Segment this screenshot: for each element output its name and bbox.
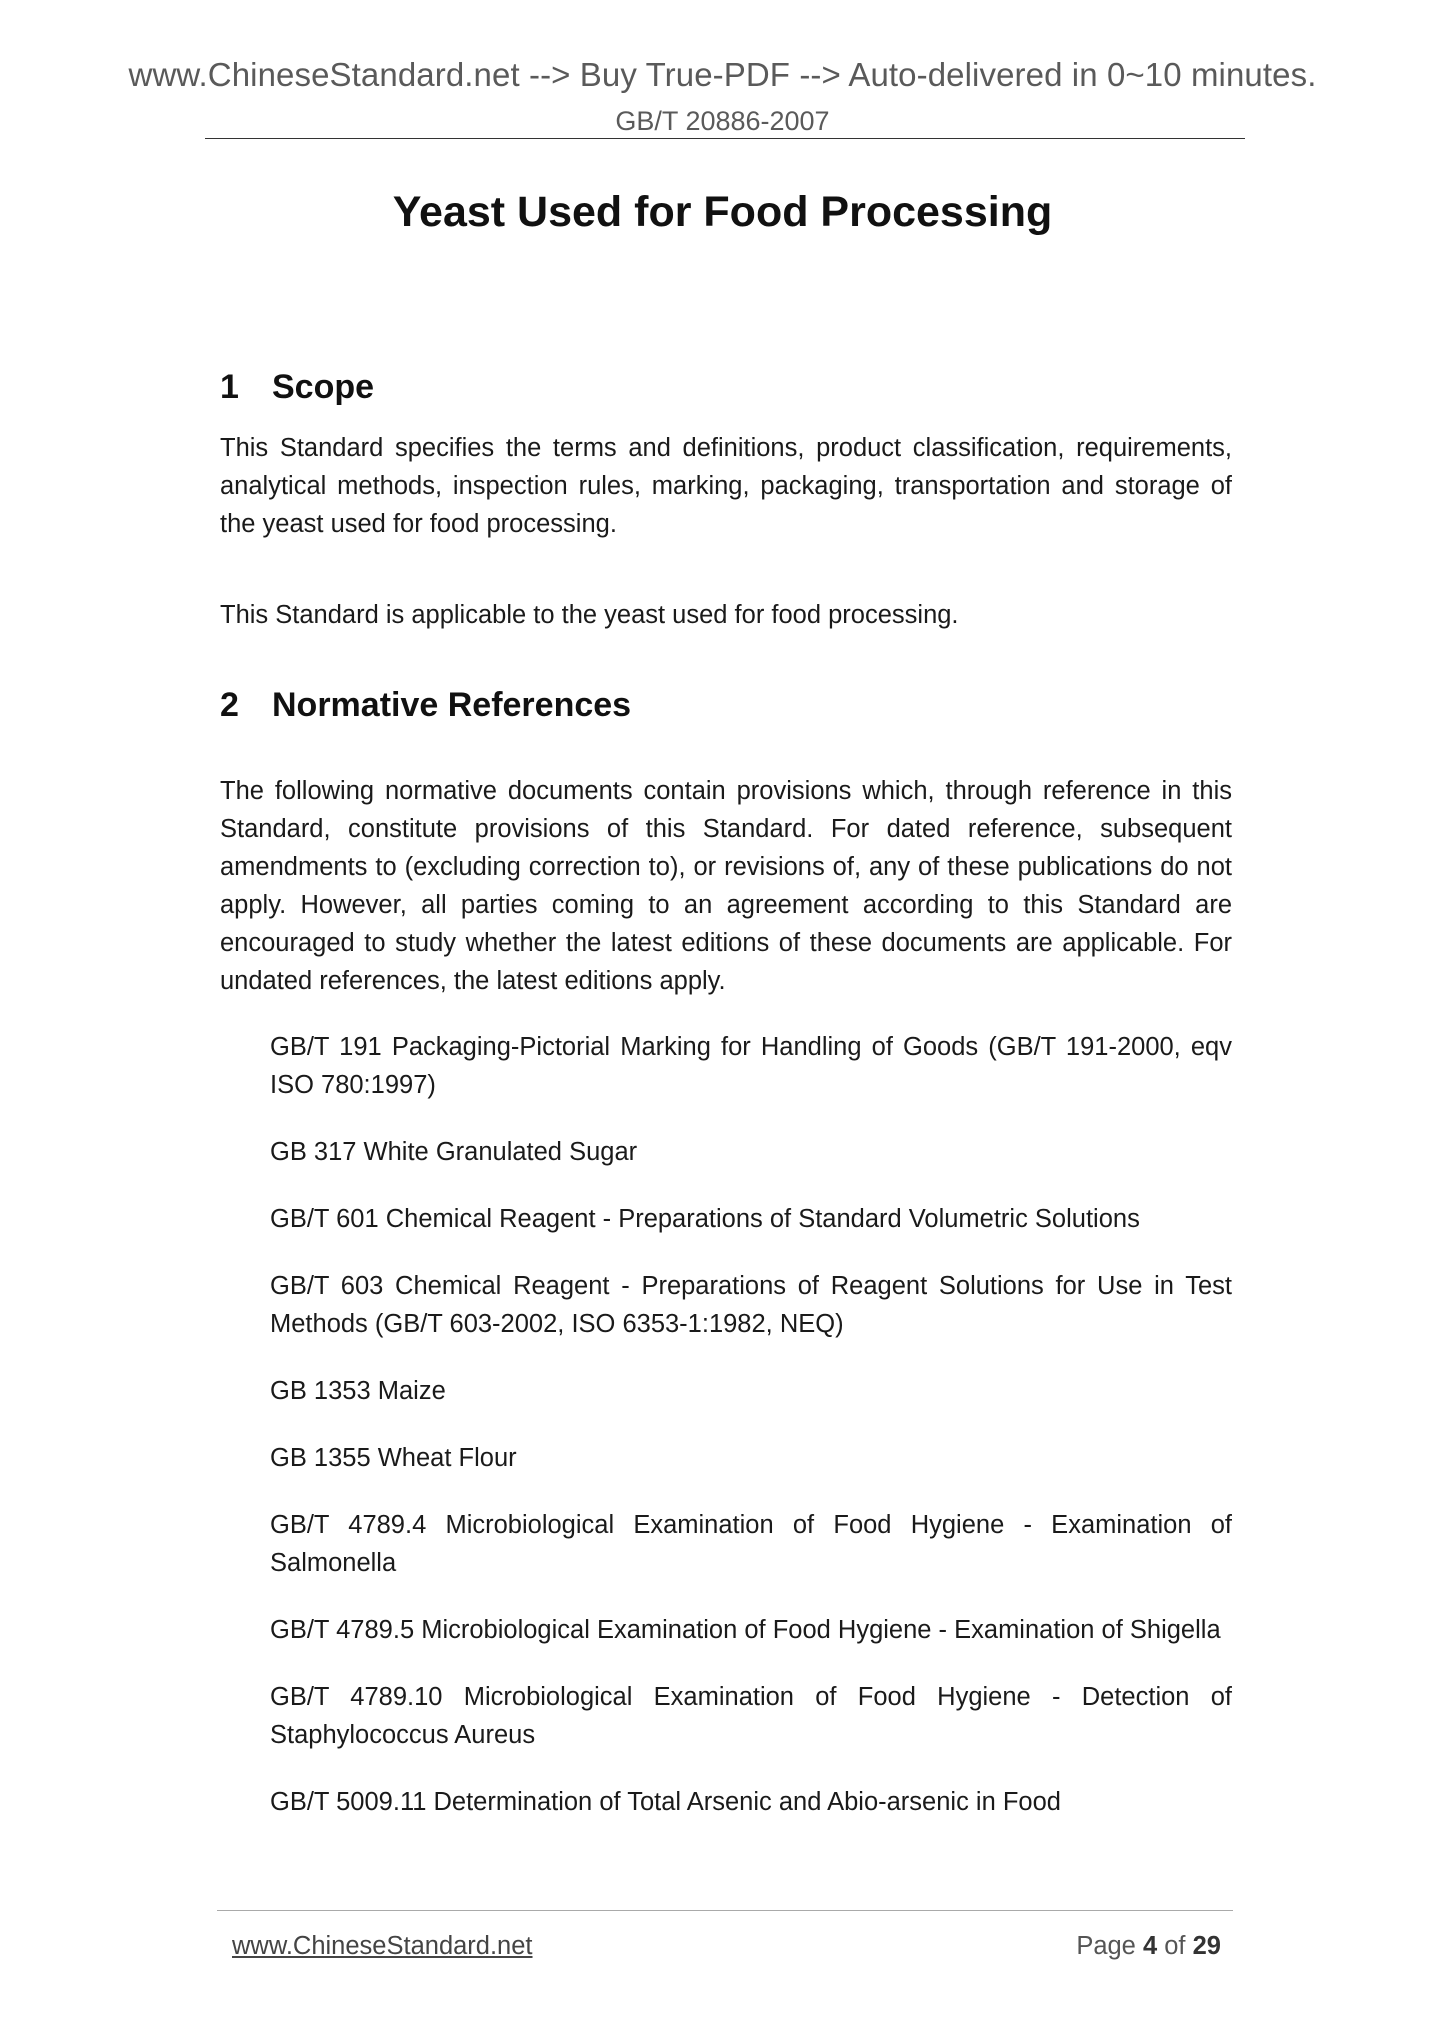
- page-total: 29: [1192, 1932, 1221, 1960]
- header-divider: [205, 138, 1245, 139]
- reference-item: GB/T 5009.11 Determination of Total Arsenic and Abio-arsenic in Food: [270, 1788, 1061, 1816]
- reference-item: GB/T 603 Chemical Reagent - Preparations of Reagent Solutions for Use in Test Methods (GB/T 603-2002, ISO 6353-1:1982, NEQ): [270, 1272, 1232, 1338]
- reference-item: GB/T 4789.10 Microbiological Examination of Food Hygiene - Detection of Staphylococcus Aureus: [270, 1683, 1232, 1749]
- page-current: 4: [1142, 1932, 1158, 1960]
- paragraph: This Standard specifies the terms and definitions, product classification, requirements, analytical methods, inspection rules, marking, packaging, transportation and storage of the yeast used for food processing.: [220, 434, 1232, 538]
- section-number: 1: [220, 368, 239, 406]
- page-of-label: of: [1164, 1932, 1186, 1960]
- page-label: Page: [1076, 1932, 1136, 1960]
- document-title: Yeast Used for Food Processing: [392, 188, 1053, 236]
- paragraph: The following normative documents contain provisions which, through reference in this Standard, constitute provisions of this Standard. For dated reference, subsequent amendments to (excluding correction to), or revisions of, any of these publications do not apply. However, all parties coming to an agreement according to this Standard are encouraged to study whether the latest editions of these documents are applicable. For undated references, the latest editions apply.: [220, 777, 1232, 995]
- reference-item: GB 1355 Wheat Flour: [270, 1444, 517, 1472]
- section-title: Scope: [272, 368, 375, 406]
- standard-code: GB/T 20886-2007: [615, 106, 830, 136]
- reference-list: [270, 1028, 1232, 1850]
- section-heading-normative-references: [220, 686, 631, 725]
- section-number: 2: [220, 686, 239, 724]
- section-heading-scope: [220, 368, 374, 407]
- reference-item: GB/T 191 Packaging-Pictorial Marking for Handling of Goods (GB/T 191-2000, eqv ISO 780:1997): [270, 1033, 1232, 1099]
- reference-item: GB/T 4789.4 Microbiological Examination of Food Hygiene - Examination of Salmonella: [270, 1511, 1232, 1577]
- paragraph: This Standard is applicable to the yeast used for food processing.: [220, 601, 959, 629]
- reference-item: GB/T 601 Chemical Reagent - Preparations of Standard Volumetric Solutions: [270, 1205, 1140, 1233]
- header-banner: www.ChineseStandard.net --> Buy True-PDF --> Auto-delivered in 0~10 minutes.: [128, 56, 1317, 93]
- reference-item: GB 1353 Maize: [270, 1377, 446, 1405]
- section-title: Normative References: [272, 686, 632, 724]
- footer-website-link[interactable]: www.ChineseStandard.net: [232, 1932, 533, 1960]
- reference-item: GB/T 4789.5 Microbiological Examination of Food Hygiene - Examination of Shigella: [270, 1616, 1221, 1644]
- page-indicator: [1076, 1932, 1221, 1961]
- footer-divider: [217, 1910, 1233, 1911]
- reference-item: GB 317 White Granulated Sugar: [270, 1138, 638, 1166]
